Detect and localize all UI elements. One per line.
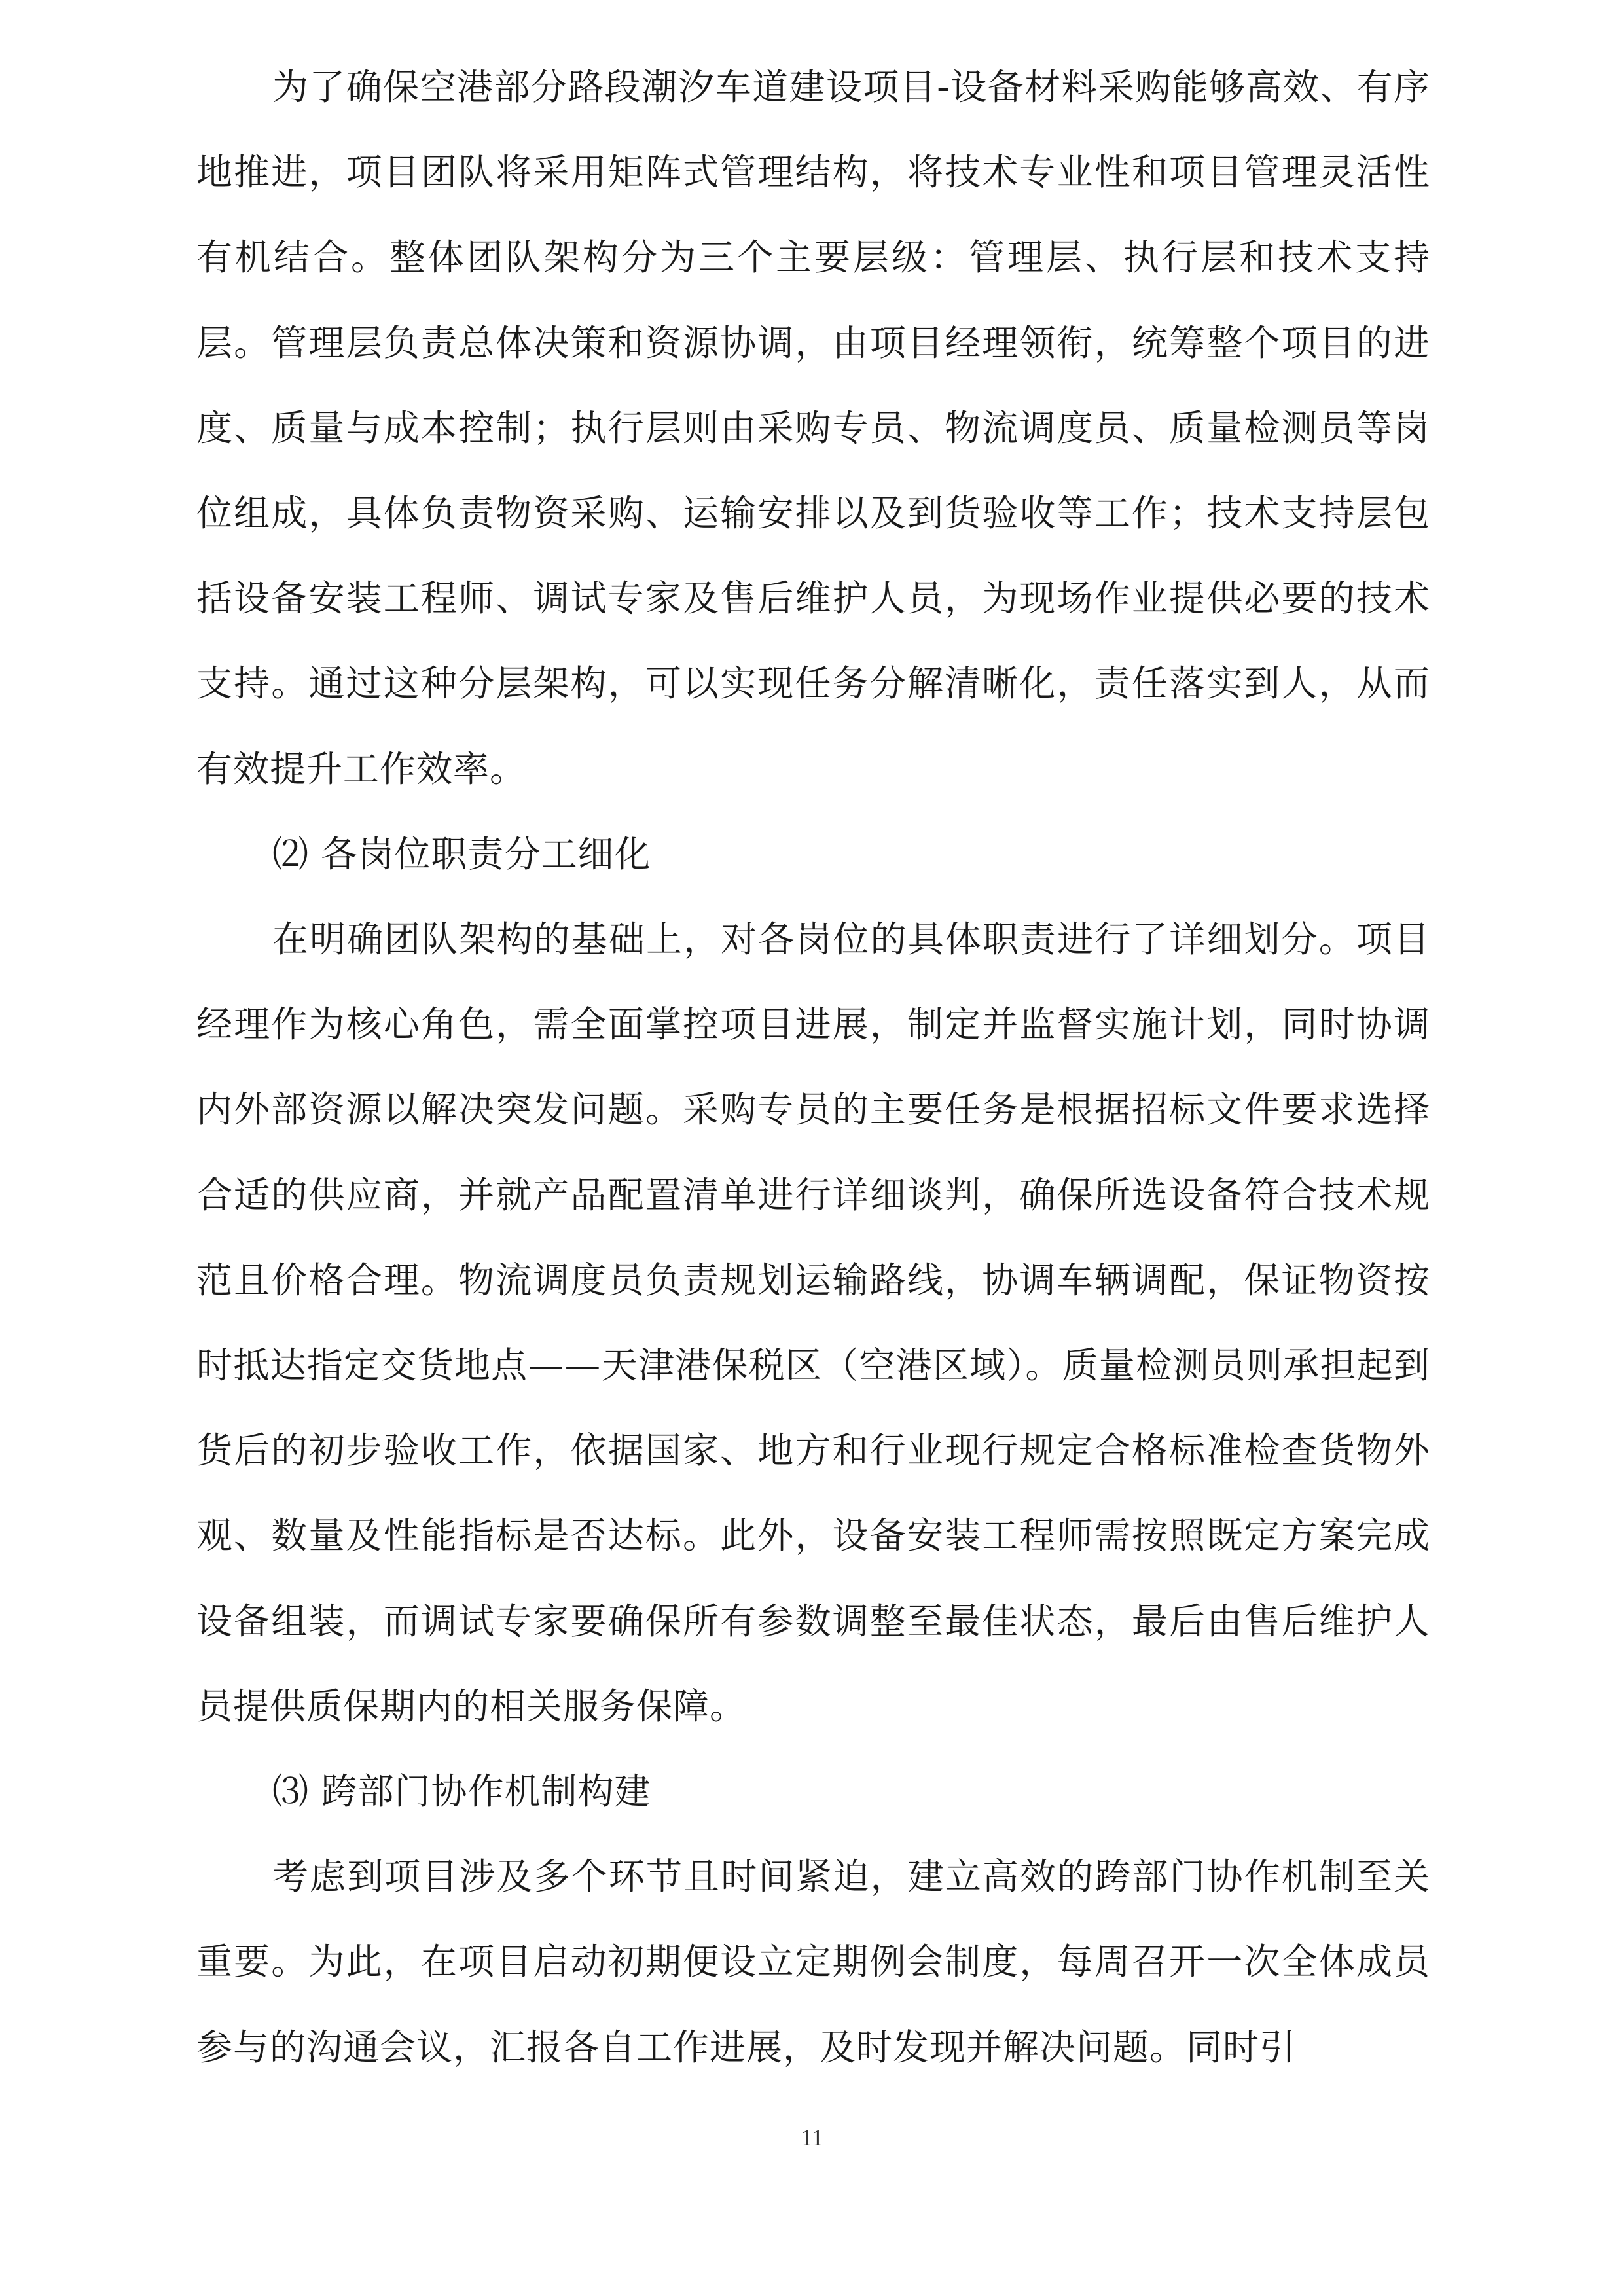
paragraph-cross-department: 考虑到项目涉及多个环节且时间紧迫，建立高效的跨部门协作机制至关重要。为此，在项目启动初期便设立定期例会制度，每周召开一次全体成员参与的沟通会议，汇报各自工作进展，及时发现并解决问题。同时引 bbox=[196, 1856, 1430, 2068]
paragraph-team-structure: 为了确保空港部分路段潮汐车道建设项目-设备材料采购能够高效、有序地推进，项目团队将采用矩阵式管理结构，将技术专业性和项目管理灵活性有机结合。整体团队架构分为三个主要层级：管理层、执行层和技术支持层。管理层负责总体决策和资源协调，由项目经理领衔，统筹整个项目的进度、质量与成本控制；执行层则由采购专员、物流调度员、质量检测员等岗位组成，具体负责物资采购、运输安排以及到货验收等工作；技术支持层包括设备安装工程师、调试专家及售后维护人员，为现场作业提供必要的技术支持。通过这种分层架构，可以实现任务分解清晰化，责任落实到人，从而有效提升工作效率。 bbox=[196, 66, 1430, 790]
page-number: 11 bbox=[801, 2125, 823, 2151]
section-heading-role-duties: ⑵ 各岗位职责分工细化 bbox=[272, 833, 651, 875]
document-body bbox=[196, 45, 1430, 2090]
paragraph-role-duties: 在明确团队架构的基础上，对各岗位的具体职责进行了详细划分。项目经理作为核心角色，需全面掌控项目进展，制定并监督实施计划，同时协调内外部资源以解决突发问题。采购专员的主要任务是根据招标文件要求选择合适的供应商，并就产品配置清单进行详细谈判，确保所选设备符合技术规范且价格合理。物流调度员负责规划运输路线，协调车辆调配，保证物资按时抵达指定交货地点——天津港保税区（空港区域）。质量检测员则承担起到货后的初步验收工作，依据国家、地方和行业现行规定合格标准检查货物外观、数量及性能指标是否达标。此外，设备安装工程师需按照既定方案完成设备组装，而调试专家要确保所有参数调整至最佳状态，最后由售后维护人员提供质保期内的相关服务保障。 bbox=[196, 918, 1430, 1727]
section-heading-cross-department: ⑶ 跨部门协作机制构建 bbox=[272, 1770, 651, 1813]
